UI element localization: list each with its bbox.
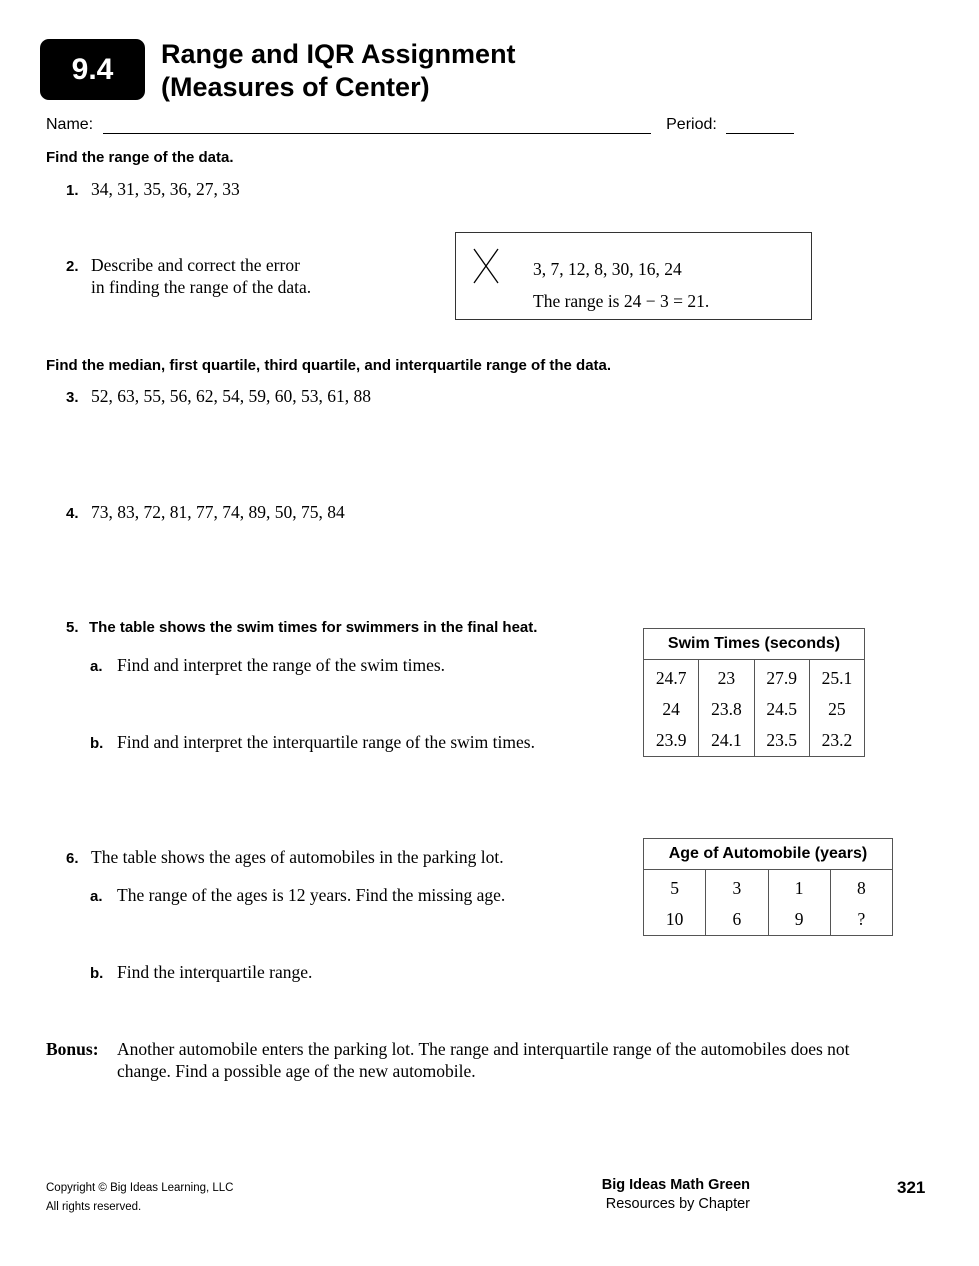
table-cell: 24.1 — [699, 725, 754, 757]
error-work — [533, 253, 709, 317]
table-cell: 27.9 — [754, 660, 809, 695]
part-label: a. — [90, 888, 103, 905]
table-row — [644, 904, 893, 936]
copyright-notice — [46, 1179, 233, 1217]
table-row — [644, 660, 865, 695]
bonus-label: Bonus: — [46, 1039, 99, 1059]
table-cell: 9 — [768, 904, 830, 936]
page-number: 321 — [897, 1178, 926, 1197]
automobile-age-table — [643, 838, 893, 936]
question-6 — [66, 847, 504, 868]
period-field[interactable] — [726, 117, 794, 134]
table-cell: 10 — [644, 904, 706, 936]
table-cell: 5 — [644, 870, 706, 905]
table-cell: 24.7 — [644, 660, 699, 695]
table-row — [644, 725, 865, 757]
question-text: The table shows the swim times for swimmers in the final heat. — [89, 619, 538, 636]
question-6b — [90, 962, 312, 983]
part-label: b. — [90, 965, 104, 982]
page-title — [161, 38, 516, 104]
table-cell: 25 — [809, 694, 864, 725]
table-cell: 23.8 — [699, 694, 754, 725]
part-text: Find and interpret the interquartile range of the swim times. — [117, 732, 535, 752]
table-cell: 6 — [706, 904, 768, 936]
question-2 — [66, 255, 311, 298]
bonus-question — [46, 1039, 946, 1082]
question-number: 2. — [66, 258, 79, 275]
bonus-text-line-2: change. Find a possible age of the new automobile. — [117, 1061, 476, 1081]
rights-text: All rights reserved. — [46, 1201, 142, 1213]
part-text: The range of the ages is 12 years. Find the missing age. — [117, 885, 506, 905]
question-text: 52, 63, 55, 56, 62, 54, 59, 60, 53, 61, 88 — [91, 386, 371, 406]
table-cell: 1 — [768, 870, 830, 905]
part-text: Find the interquartile range. — [117, 962, 313, 982]
part-label: b. — [90, 735, 104, 752]
table-header: Swim Times (seconds) — [644, 629, 865, 660]
bonus-text-line-1: Another automobile enters the parking lot. The range and interquartile range of the automobiles does not — [117, 1039, 850, 1059]
question-number: 1. — [66, 182, 79, 199]
table-cell: 25.1 — [809, 660, 864, 695]
question-text: 73, 83, 72, 81, 77, 74, 89, 50, 75, 84 — [91, 502, 345, 522]
book-info — [560, 1176, 750, 1214]
table-cell: 23.2 — [809, 725, 864, 757]
table-cell: 8 — [830, 870, 892, 905]
error-data-line: 3, 7, 12, 8, 30, 16, 24 — [533, 259, 682, 279]
book-title: Big Ideas Math Green — [601, 1177, 750, 1193]
table-row — [644, 870, 893, 905]
table-cell: 23.9 — [644, 725, 699, 757]
name-field[interactable] — [103, 117, 651, 134]
question-number: 3. — [66, 389, 79, 406]
book-subtitle: Resources by Chapter — [605, 1196, 750, 1212]
title-line-1: Range and IQR Assignment — [161, 39, 516, 69]
table-cell: ? — [830, 904, 892, 936]
question-6a — [90, 885, 505, 906]
question-number: 6. — [66, 850, 79, 867]
question-1 — [66, 179, 240, 200]
table-cell: 23.5 — [754, 725, 809, 757]
question-text: The table shows the ages of automobiles in the parking lot. — [91, 847, 504, 867]
question-number: 4. — [66, 505, 79, 522]
question-4 — [66, 502, 345, 523]
part-text: Find and interpret the range of the swim times. — [117, 655, 446, 675]
swim-times-table — [643, 628, 865, 757]
table-header: Age of Automobile (years) — [644, 839, 893, 870]
section2-instruction: Find the median, first quartile, third quartile, and interquartile range of the data. — [46, 357, 612, 374]
name-period-line — [46, 116, 794, 134]
part-label: a. — [90, 658, 103, 675]
x-mark-icon — [472, 247, 500, 285]
table-cell: 23 — [699, 660, 754, 695]
question-number: 5. — [66, 619, 79, 636]
section-badge: 9.4 — [40, 39, 145, 100]
title-line-2: (Measures of Center) — [161, 72, 430, 102]
question-3 — [66, 386, 371, 407]
error-analysis-box — [455, 232, 812, 320]
table-row — [644, 694, 865, 725]
question-5a — [90, 655, 445, 676]
question-text: 34, 31, 35, 36, 27, 33 — [91, 179, 240, 199]
table-cell: 24 — [644, 694, 699, 725]
table-cell: 3 — [706, 870, 768, 905]
question-text-line-1: Describe and correct the error — [91, 255, 300, 275]
copyright-text: Copyright © Big Ideas Learning, LLC — [46, 1182, 234, 1194]
section1-instruction: Find the range of the data. — [46, 149, 234, 166]
error-work-line: The range is 24 − 3 = 21. — [533, 291, 710, 311]
question-5 — [66, 619, 537, 636]
question-5b — [90, 732, 535, 753]
question-text-line-2: in finding the range of the data. — [91, 277, 312, 297]
name-label: Name: — [46, 116, 94, 133]
table-cell: 24.5 — [754, 694, 809, 725]
period-label: Period: — [666, 116, 717, 133]
